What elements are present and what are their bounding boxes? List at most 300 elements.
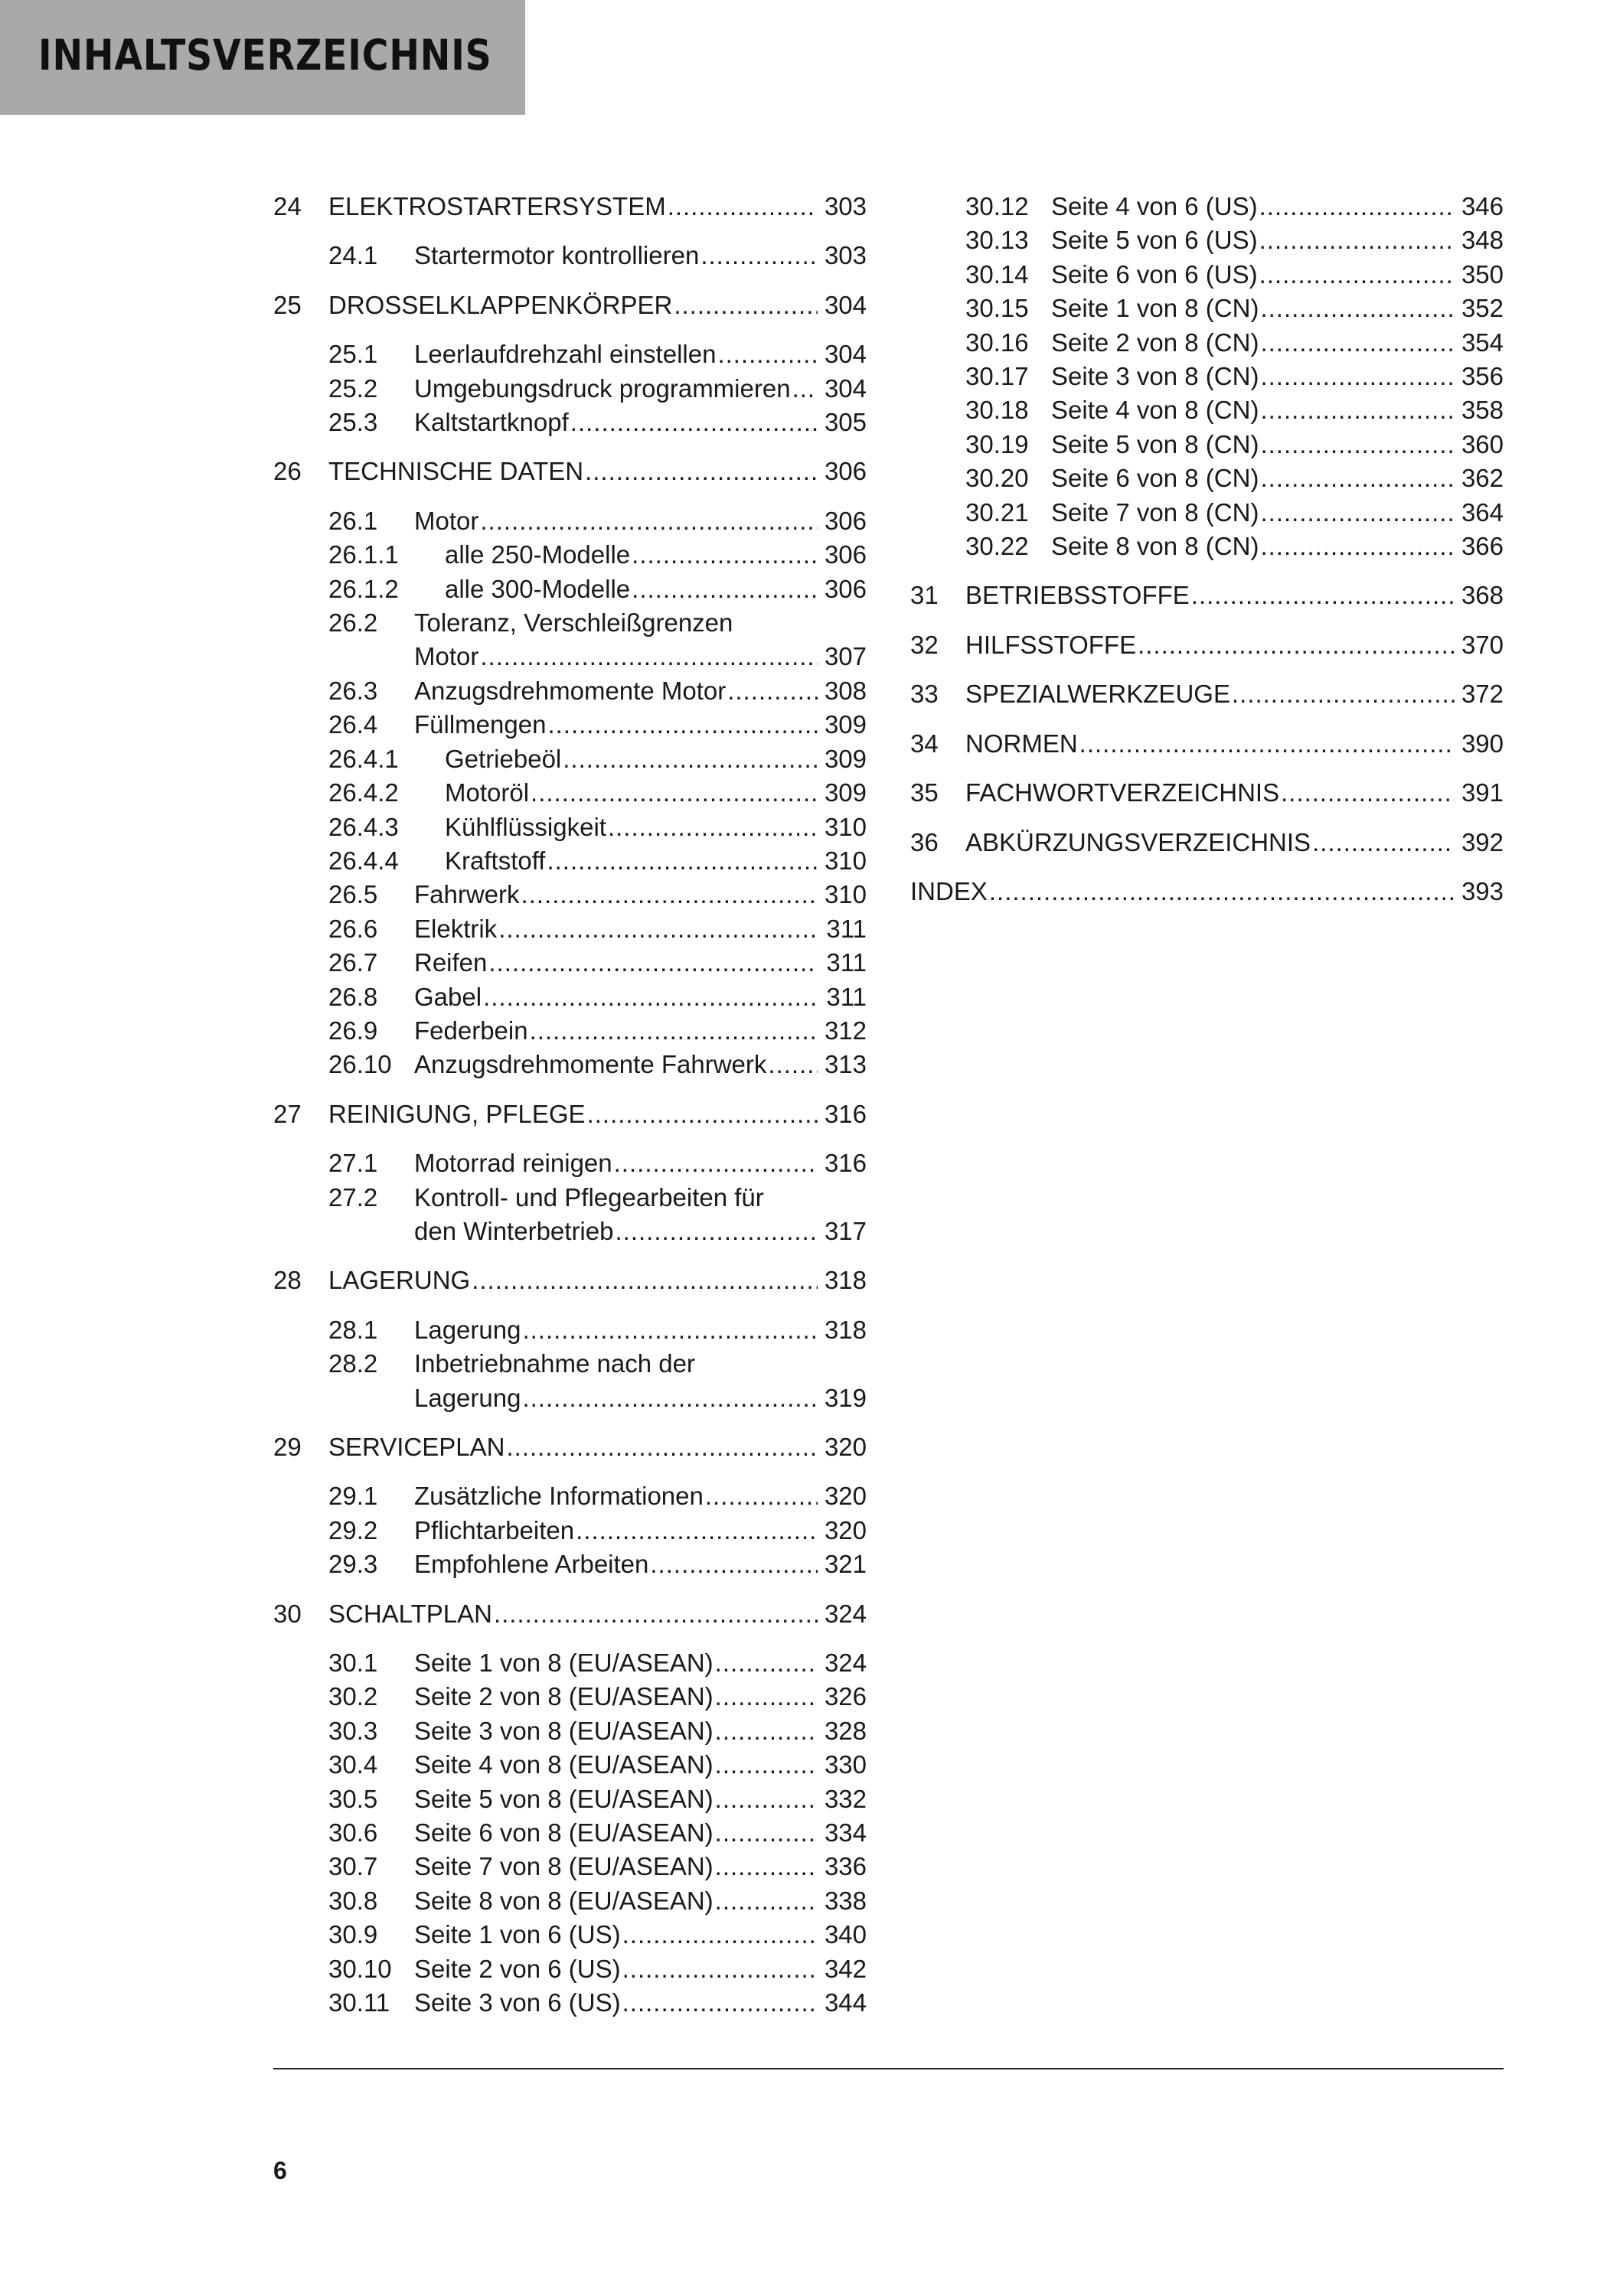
toc-page-number: 354 <box>1461 328 1504 357</box>
dot-leader <box>715 1782 818 1816</box>
toc-title: Elektrik <box>414 914 498 943</box>
toc-title: REINIGUNG, PFLEGE <box>328 1099 586 1128</box>
dot-leader <box>632 538 818 572</box>
toc-page-number: 334 <box>824 1818 867 1848</box>
toc-number: 30.12 <box>965 192 1029 220</box>
toc-entry[interactable] <box>273 946 867 980</box>
toc-number: 26.4.2 <box>328 778 399 807</box>
dot-leader <box>563 742 818 776</box>
toc-title: Kaltstartknopf <box>414 408 569 437</box>
toc-entry[interactable] <box>273 1918 867 1952</box>
toc-page-number: 310 <box>824 812 867 841</box>
toc-page-number: 330 <box>824 1750 867 1779</box>
dot-leader <box>531 776 818 810</box>
toc-number: 25.3 <box>328 408 378 437</box>
toc-entry[interactable] <box>273 406 867 439</box>
toc-page-number: 311 <box>826 982 867 1011</box>
toc-number: 29.2 <box>328 1515 378 1544</box>
toc-title: Seite 6 von 8 (CN) <box>1051 464 1259 493</box>
toc-entry[interactable] <box>273 1680 867 1714</box>
toc-page-number: 390 <box>1461 729 1504 758</box>
toc-page-number: 306 <box>824 506 867 535</box>
dot-leader <box>576 1514 818 1548</box>
dot-leader <box>632 572 818 606</box>
toc-page-number: 356 <box>1461 362 1504 391</box>
toc-title: Seite 7 von 8 (CN) <box>1051 497 1259 527</box>
toc-title: Seite 4 von 8 (EU/ASEAN) <box>414 1750 714 1779</box>
toc-entry[interactable] <box>910 496 1504 530</box>
toc-number: 28.1 <box>328 1315 378 1344</box>
toc-number: 30.8 <box>328 1886 378 1915</box>
toc-page-number: 304 <box>824 340 867 369</box>
dot-leader <box>570 406 818 439</box>
toc-page-number: 306 <box>824 574 867 603</box>
toc-title: TECHNISCHE DATEN <box>328 457 584 486</box>
toc-page-number: 319 <box>824 1383 867 1412</box>
dot-leader <box>1232 677 1455 711</box>
dot-leader <box>1260 530 1455 563</box>
toc-entry[interactable] <box>910 190 1504 223</box>
toc-title: SCHALTPLAN <box>328 1599 492 1628</box>
toc-title: Seite 3 von 8 (EU/ASEAN) <box>414 1716 714 1745</box>
toc-number: 30.20 <box>965 464 1029 493</box>
dot-leader <box>1260 428 1455 461</box>
toc-entry[interactable] <box>273 572 867 606</box>
toc-entry[interactable] <box>273 1816 867 1850</box>
toc-title: Motor <box>414 506 479 535</box>
toc-title: ABKÜRZUNGSVERZEICHNIS <box>965 827 1311 856</box>
toc-chapter-entry[interactable] <box>273 455 867 488</box>
toc-title: Umgebungsdruck programmieren <box>414 373 791 403</box>
toc-page-number: 338 <box>824 1886 867 1915</box>
toc-page-number: 309 <box>824 778 867 807</box>
toc-page-number: 321 <box>824 1550 867 1579</box>
dot-leader <box>1260 360 1455 393</box>
dot-leader <box>1191 579 1455 612</box>
toc-page-number: 358 <box>1461 396 1504 425</box>
toc-title: Seite 8 von 8 (EU/ASEAN) <box>414 1886 714 1915</box>
toc-page-number: 320 <box>824 1515 867 1544</box>
toc-number: 32 <box>910 630 939 659</box>
toc-page-number: 364 <box>1461 497 1504 527</box>
toc-entry[interactable] <box>273 708 867 742</box>
toc-number: 25 <box>273 290 302 319</box>
toc-page-number: 360 <box>1461 429 1504 458</box>
toc-page-number: 324 <box>824 1599 867 1628</box>
toc-entry[interactable] <box>273 878 867 912</box>
toc-page-number: 348 <box>1461 226 1504 255</box>
dot-leader <box>768 1048 818 1081</box>
toc-chapter-entry[interactable] <box>910 579 1504 612</box>
toc-entry[interactable] <box>910 223 1504 257</box>
dot-leader <box>715 1816 818 1850</box>
toc-number: 25.1 <box>328 340 378 369</box>
dot-leader <box>700 239 818 272</box>
toc-page-number: 310 <box>824 846 867 875</box>
toc-page-number: 318 <box>824 1266 867 1295</box>
toc-entry[interactable] <box>910 428 1504 461</box>
toc-chapter-entry[interactable] <box>910 875 1504 908</box>
toc-page-number: 309 <box>824 744 867 773</box>
toc-page-number: 311 <box>826 914 867 943</box>
toc-title: Seite 1 von 8 (CN) <box>1051 294 1259 323</box>
toc-number: 30.16 <box>965 328 1029 357</box>
toc-number: 29 <box>273 1433 302 1461</box>
toc-number: 27.2 <box>328 1182 378 1212</box>
dot-leader <box>587 1097 818 1131</box>
toc-number: 26.4.3 <box>328 812 399 841</box>
toc-page-number: 310 <box>824 880 867 909</box>
toc-title: HILFSSTOFFE <box>965 630 1137 659</box>
toc-page-number: 391 <box>1461 778 1504 807</box>
toc-number: 27.1 <box>328 1149 378 1178</box>
toc-title: Seite 4 von 6 (US) <box>1051 192 1258 220</box>
dot-leader <box>705 1479 818 1513</box>
toc-number: 27 <box>273 1099 302 1128</box>
dot-leader <box>715 1748 818 1782</box>
dot-leader <box>1259 223 1455 257</box>
dot-leader <box>715 1646 818 1680</box>
toc-entry[interactable] <box>273 1048 867 1081</box>
toc-number: 30.7 <box>328 1852 378 1881</box>
toc-entry[interactable] <box>910 292 1504 325</box>
dot-leader <box>715 1850 818 1883</box>
toc-entry[interactable] <box>910 258 1504 292</box>
dot-leader <box>668 190 818 223</box>
toc-number: 30.17 <box>965 362 1029 391</box>
toc-number: 28 <box>273 1266 302 1295</box>
dot-leader <box>522 1313 818 1347</box>
toc-chapter-entry[interactable] <box>910 826 1504 859</box>
dot-leader <box>615 1215 818 1248</box>
toc-title: alle 250-Modelle <box>445 540 631 569</box>
toc-number: 24.1 <box>328 241 378 270</box>
toc-entry[interactable] <box>273 1986 867 2020</box>
toc-title: Seite 3 von 6 (US) <box>414 1988 621 2017</box>
dot-leader <box>521 878 818 912</box>
toc-page-number: 340 <box>824 1920 867 1949</box>
toc-entry[interactable] <box>273 1748 867 1782</box>
dot-leader <box>717 338 818 371</box>
toc-title: SERVICEPLAN <box>328 1433 505 1461</box>
toc-page-number: 332 <box>824 1784 867 1813</box>
toc-chapter-entry[interactable] <box>273 1097 867 1131</box>
toc-title: Motoröl <box>445 778 530 807</box>
dot-leader <box>1138 628 1455 662</box>
dot-leader <box>622 1918 818 1952</box>
toc-title: Seite 6 von 8 (EU/ASEAN) <box>414 1818 714 1848</box>
toc-entry[interactable] <box>273 239 867 272</box>
toc-title: den Winterbetrieb <box>414 1216 614 1245</box>
dot-leader <box>1260 393 1455 427</box>
toc-page-number: 368 <box>1461 581 1504 610</box>
toc-title: Inbetriebnahme nach der <box>414 1349 695 1378</box>
toc-title: Lagerung <box>414 1383 521 1412</box>
toc-chapter-entry[interactable] <box>273 1597 867 1631</box>
dot-leader <box>1260 326 1455 360</box>
dot-leader <box>989 875 1455 908</box>
toc-page-number: 392 <box>1461 827 1504 856</box>
toc-page-number: 312 <box>824 1016 867 1045</box>
toc-number: 30.9 <box>328 1920 378 1949</box>
dot-leader <box>480 640 818 673</box>
toc-chapter-entry[interactable] <box>910 677 1504 711</box>
toc-entry[interactable] <box>273 980 867 1014</box>
dot-leader <box>494 1597 818 1631</box>
dot-leader <box>715 1714 818 1748</box>
toc-entry[interactable] <box>273 742 867 776</box>
toc-chapter-entry[interactable] <box>273 190 867 223</box>
dot-leader <box>498 912 818 946</box>
toc-title: Kontroll- und Pflegearbeiten für <box>414 1182 764 1212</box>
toc-page-number: 372 <box>1461 680 1504 709</box>
toc-number: 26.8 <box>328 982 378 1011</box>
toc-number: 26.4 <box>328 710 378 739</box>
toc-entry[interactable] <box>273 1714 867 1748</box>
toc-entry[interactable] <box>273 338 867 371</box>
dot-leader <box>1079 727 1455 761</box>
toc-chapter-entry[interactable] <box>273 1430 867 1464</box>
toc-title: Seite 7 von 8 (EU/ASEAN) <box>414 1852 714 1881</box>
dot-leader <box>1260 496 1455 530</box>
toc-entry[interactable] <box>273 372 867 406</box>
toc-title: ELEKTROSTARTERSYSTEM <box>328 192 666 220</box>
toc-title: Leerlaufdrehzahl einstellen <box>414 340 717 369</box>
toc-chapter-entry[interactable] <box>910 628 1504 662</box>
toc-page-number: 303 <box>824 192 867 220</box>
toc-number: 30.21 <box>965 497 1029 527</box>
toc-number: 26.1.2 <box>328 574 399 603</box>
toc-title: Seite 5 von 8 (EU/ASEAN) <box>414 1784 714 1813</box>
toc-number: 28.2 <box>328 1349 378 1378</box>
toc-number: 34 <box>910 729 939 758</box>
toc-number: 26.6 <box>328 914 378 943</box>
toc-entry[interactable] <box>273 844 867 878</box>
toc-entry[interactable] <box>273 606 867 640</box>
dot-leader <box>622 1952 818 1986</box>
toc-entry[interactable] <box>273 776 867 810</box>
dot-leader <box>472 1264 818 1297</box>
toc-title: LAGERUNG <box>328 1266 471 1295</box>
toc-title: Reifen <box>414 948 488 977</box>
toc-entry[interactable] <box>910 461 1504 495</box>
toc-chapter-entry[interactable] <box>273 289 867 322</box>
toc-page-number: 350 <box>1461 259 1504 289</box>
toc-number: 35 <box>910 778 939 807</box>
toc-entry[interactable] <box>910 530 1504 563</box>
toc-page-number: 370 <box>1461 630 1504 659</box>
toc-page-number: 328 <box>824 1716 867 1745</box>
toc-number: 30.11 <box>328 1988 390 2017</box>
toc-page-number: 342 <box>824 1954 867 1983</box>
page-title: INHALTSVERZEICHNIS <box>38 31 492 80</box>
page-number: 6 <box>273 2157 287 2184</box>
toc-entry[interactable] <box>273 1514 867 1548</box>
toc-page-number: 316 <box>824 1149 867 1178</box>
toc-page-number: 306 <box>824 457 867 486</box>
toc-title: Seite 2 von 8 (CN) <box>1051 328 1259 357</box>
toc-number: 25.2 <box>328 373 378 403</box>
dot-leader <box>1259 258 1455 292</box>
toc-page-number: 336 <box>824 1852 867 1881</box>
toc-title: Seite 8 von 8 (CN) <box>1051 532 1259 561</box>
toc-page-number: 307 <box>824 642 867 671</box>
toc-chapter-entry[interactable] <box>273 1264 867 1297</box>
toc-title: Kühlflüssigkeit <box>445 812 606 841</box>
toc-entry[interactable] <box>273 1850 867 1883</box>
toc-entry[interactable] <box>273 538 867 572</box>
toc-entry[interactable] <box>273 912 867 946</box>
toc-number: 26.2 <box>328 608 378 638</box>
toc-entry[interactable] <box>273 1548 867 1581</box>
toc-entry[interactable] <box>273 640 867 673</box>
toc-title: NORMEN <box>965 729 1078 758</box>
toc-page-number: 309 <box>824 710 867 739</box>
toc-number: 26.9 <box>328 1016 378 1045</box>
dot-leader <box>1260 461 1455 495</box>
toc-entry[interactable] <box>273 1181 867 1215</box>
toc-number: 30.2 <box>328 1682 378 1711</box>
dot-leader <box>1259 190 1455 223</box>
toc-title: SPEZIALWERKZEUGE <box>965 680 1230 709</box>
toc-number: 26.4.4 <box>328 846 399 875</box>
toc-entry[interactable] <box>273 810 867 844</box>
toc-entry[interactable] <box>273 1884 867 1918</box>
dot-leader <box>522 1381 818 1415</box>
toc-page-number: 304 <box>824 290 867 319</box>
toc-number: 26.7 <box>328 948 378 977</box>
toc-page-number: 320 <box>824 1433 867 1461</box>
toc-entry[interactable] <box>273 504 867 538</box>
toc-entry[interactable] <box>910 393 1504 427</box>
toc-page-number: 366 <box>1461 532 1504 561</box>
toc-title: Pflichtarbeiten <box>414 1515 575 1544</box>
toc-title: Seite 3 von 8 (CN) <box>1051 362 1259 391</box>
dot-leader <box>530 1014 818 1048</box>
toc-title: alle 300-Modelle <box>445 574 631 603</box>
toc-entry[interactable] <box>273 1479 867 1513</box>
toc-number: 30.15 <box>965 294 1029 323</box>
toc-page-number: 324 <box>824 1649 867 1678</box>
toc-number: 30.5 <box>328 1784 378 1813</box>
toc-chapter-entry[interactable] <box>910 727 1504 761</box>
toc-number: 30 <box>273 1599 302 1628</box>
toc-title: Federbein <box>414 1016 528 1045</box>
toc-page-number: 393 <box>1461 876 1504 905</box>
footer-divider <box>273 2068 1504 2069</box>
toc-number: 30.18 <box>965 396 1029 425</box>
toc-column-right <box>910 190 1504 908</box>
toc-title: BETRIEBSSTOFFE <box>965 581 1190 610</box>
toc-entry[interactable] <box>910 326 1504 360</box>
toc-page-number: 318 <box>824 1315 867 1344</box>
toc-page-number: 320 <box>824 1482 867 1511</box>
toc-title: Seite 2 von 8 (EU/ASEAN) <box>414 1682 714 1711</box>
toc-page-number: 362 <box>1461 464 1504 493</box>
toc-number: 26.4.1 <box>328 744 399 773</box>
toc-page-number: 306 <box>824 540 867 569</box>
toc-number: 26.10 <box>328 1050 392 1079</box>
toc-number: 26.1.1 <box>328 540 399 569</box>
toc-entry[interactable] <box>273 1014 867 1048</box>
toc-page-number: 317 <box>824 1216 867 1245</box>
toc-page-number: 308 <box>824 676 867 705</box>
dot-leader <box>614 1146 818 1180</box>
header-band <box>0 0 525 115</box>
toc-title: Füllmengen <box>414 710 547 739</box>
dot-leader <box>480 504 818 538</box>
toc-title: Kraftstoff <box>445 846 546 875</box>
toc-number: 30.6 <box>328 1818 378 1848</box>
toc-title: Seite 2 von 6 (US) <box>414 1954 621 1983</box>
toc-chapter-entry[interactable] <box>910 776 1504 810</box>
toc-entry[interactable] <box>273 1952 867 1986</box>
toc-title: Getriebeöl <box>445 744 562 773</box>
toc-page-number: 326 <box>824 1682 867 1711</box>
toc-title: Seite 5 von 8 (CN) <box>1051 429 1259 458</box>
dot-leader <box>1312 826 1455 859</box>
toc-page-number: 305 <box>824 408 867 437</box>
toc-number: 24 <box>273 192 302 220</box>
toc-entry[interactable] <box>273 1313 867 1347</box>
dot-leader <box>488 946 818 980</box>
toc-number: 30.1 <box>328 1649 378 1678</box>
toc-number: 30.19 <box>965 429 1029 458</box>
toc-number: 30.22 <box>965 532 1029 561</box>
toc-title: FACHWORTVERZEICHNIS <box>965 778 1280 807</box>
toc-entry[interactable] <box>273 1347 867 1381</box>
toc-title: Motor <box>414 642 479 671</box>
toc-entry[interactable] <box>273 1215 867 1248</box>
dot-leader <box>650 1548 818 1581</box>
toc-title: Anzugsdrehmomente Fahrwerk <box>414 1050 767 1079</box>
toc-entry[interactable] <box>273 1146 867 1180</box>
toc-entry[interactable] <box>273 674 867 708</box>
toc-number: 26.5 <box>328 880 378 909</box>
toc-number: 26.3 <box>328 676 378 705</box>
toc-number: 33 <box>910 680 939 709</box>
toc-column-left <box>273 190 867 2020</box>
toc-entry[interactable] <box>273 1782 867 1816</box>
dot-leader <box>792 372 818 406</box>
toc-title: Seite 1 von 8 (EU/ASEAN) <box>414 1649 714 1678</box>
toc-title: Lagerung <box>414 1315 521 1344</box>
dot-leader <box>547 708 818 742</box>
dot-leader <box>1260 292 1455 325</box>
toc-title: Seite 5 von 6 (US) <box>1051 226 1258 255</box>
toc-number: 26.1 <box>328 506 378 535</box>
toc-entry[interactable] <box>273 1381 867 1415</box>
toc-title: Gabel <box>414 982 482 1011</box>
toc-page-number: 313 <box>824 1050 867 1079</box>
toc-entry[interactable] <box>910 360 1504 393</box>
toc-number: 30.13 <box>965 226 1029 255</box>
toc-number: 30.14 <box>965 259 1029 289</box>
toc-title: Fahrwerk <box>414 880 520 909</box>
toc-title: Empfohlene Arbeiten <box>414 1550 649 1579</box>
toc-page-number: 352 <box>1461 294 1504 323</box>
dot-leader <box>506 1430 818 1464</box>
dot-leader <box>727 674 818 708</box>
dot-leader <box>1281 776 1455 810</box>
toc-number: 30.10 <box>328 1954 392 1983</box>
toc-number: 30.3 <box>328 1716 378 1745</box>
toc-title: Motorrad reinigen <box>414 1149 612 1178</box>
toc-title: Startermotor kontrollieren <box>414 241 700 270</box>
toc-entry[interactable] <box>273 1646 867 1680</box>
toc-number: 29.1 <box>328 1482 378 1511</box>
toc-page-number: 303 <box>824 241 867 270</box>
